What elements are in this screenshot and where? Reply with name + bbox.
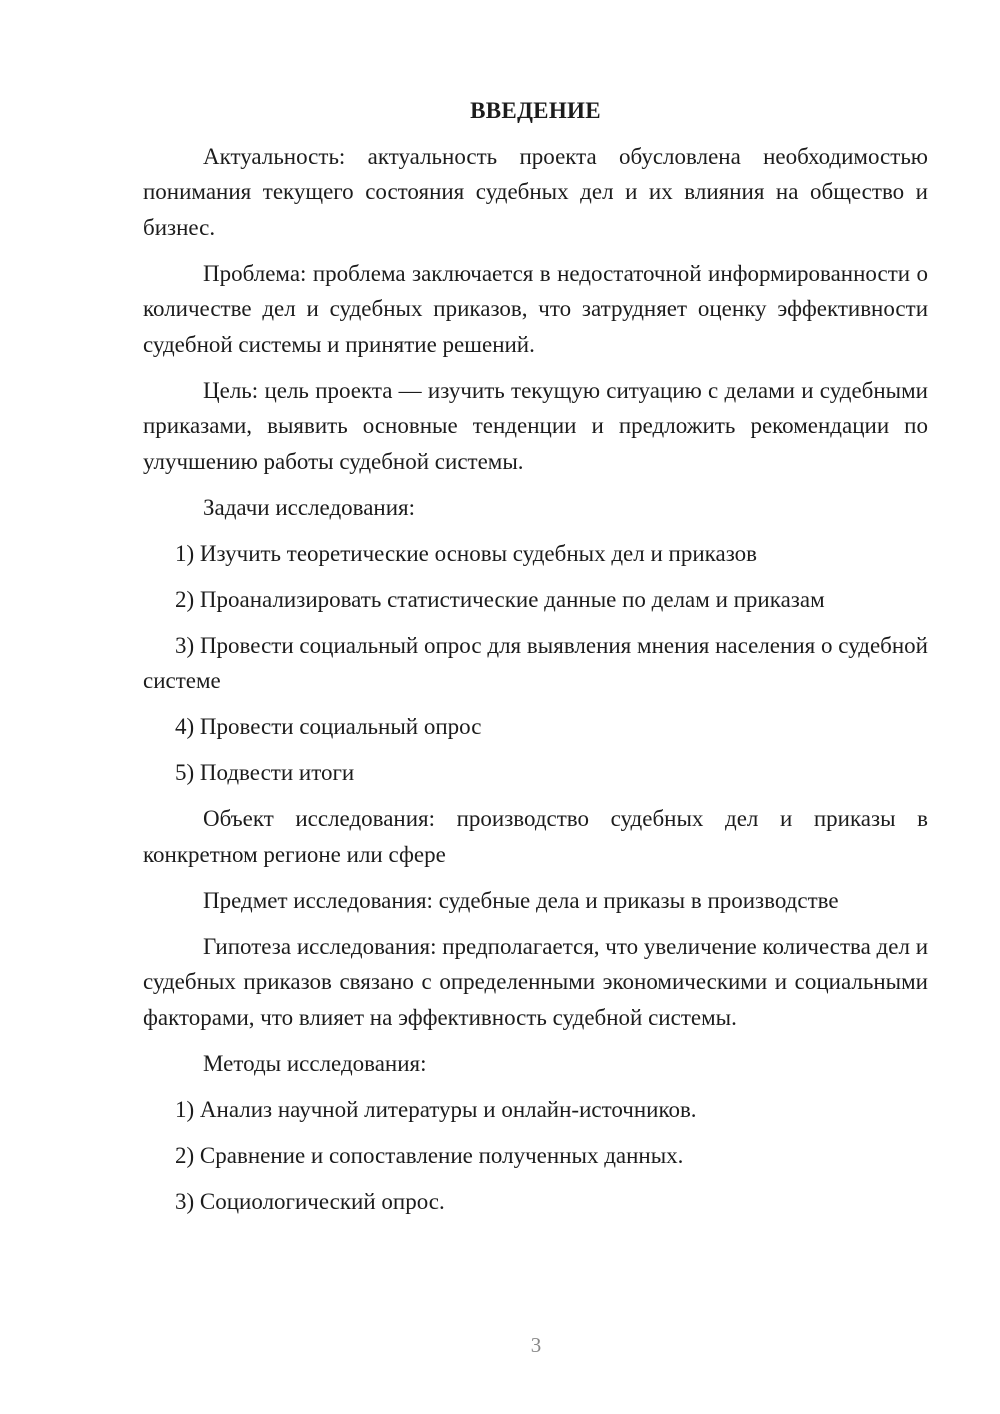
task-item: 5) Подвести итоги xyxy=(175,760,355,785)
task-item: 2) Проанализировать статистические данные по делам и приказам xyxy=(175,586,825,612)
section-title: ВВЕДЕНИЕ xyxy=(470,98,601,123)
problem-paragraph: Проблема: проблема заключается в недостаточной информированности о количестве дел и судебных приказов, что затрудняет оценку эффективности судебной системы и принятие решений. xyxy=(143,260,928,357)
page-number: 3 xyxy=(530,1333,542,1357)
method-item: 1) Анализ научной литературы и онлайн-источников. xyxy=(175,1096,697,1122)
hypothesis-paragraph: Гипотеза исследования: предполагается, что увеличение количества дел и судебных приказов связано с определенными экономическими и социальными факторами, что влияет на эффективность судебной системы. xyxy=(143,933,929,1030)
document-page xyxy=(143,93,928,1230)
task-item: 4) Провести социальный опрос xyxy=(175,714,482,739)
subject-paragraph: Предмет исследования: судебные дела и приказы в производстве xyxy=(203,887,839,913)
methods-heading: Методы исследования: xyxy=(203,1050,427,1076)
relevance-paragraph: Актуальность: актуальность проекта обусловлена необходимостью понимания текущего состояния судебных дел и их влияния на общество и бизнес. xyxy=(143,143,928,240)
object-paragraph: Объект исследования: производство судебных дел и приказы в конкретном регионе или сфере xyxy=(143,806,928,867)
task-item: 1) Изучить теоретические основы судебных дел и приказов xyxy=(175,540,758,566)
task-item: 3) Провести социальный опрос для выявления мнения населения о судебной системе xyxy=(143,632,928,693)
tasks-heading: Задачи исследования: xyxy=(203,494,416,520)
method-item: 2) Сравнение и сопоставление полученных данных. xyxy=(175,1142,684,1168)
goal-paragraph: Цель: цель проекта — изучить текущую ситуацию с делами и судебными приказами, выявить основные тенденции и предложить рекомендации по улучшению работы судебной системы. xyxy=(143,377,928,474)
method-item: 3) Социологический опрос. xyxy=(175,1188,445,1214)
